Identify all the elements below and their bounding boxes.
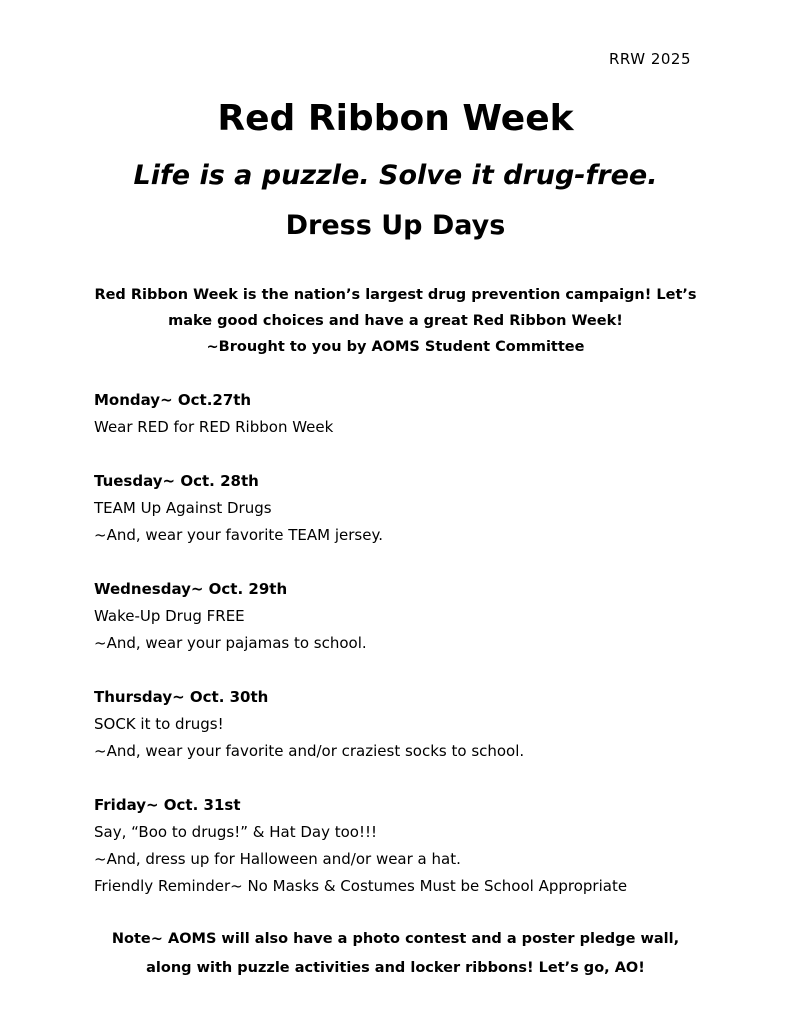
day-heading: Thursday~ Oct. 30th <box>94 688 269 706</box>
document-tag: RRW 2025 <box>608 50 691 68</box>
day-thursday <box>94 684 734 765</box>
intro-line: ~Brought to you by AOMS Student Committee <box>206 339 585 355</box>
day-line: SOCK it to drugs! <box>94 715 224 733</box>
slogan: Life is a puzzle. Solve it drug-free. <box>133 160 658 191</box>
dress-up-days-list <box>94 387 734 927</box>
note-line: Note~ AOMS will also have a photo contest and a poster pledge wall, <box>111 931 680 947</box>
day-line: Wear RED for RED Ribbon Week <box>94 418 334 436</box>
day-tuesday <box>94 468 734 549</box>
day-line: ~And, wear your pajamas to school. <box>94 634 367 652</box>
note-line: along with puzzle activities and locker ribbons! Let’s go, AO! <box>146 960 645 976</box>
day-heading: Friday~ Oct. 31st <box>94 796 241 814</box>
closing-note <box>70 925 721 983</box>
day-line: Friendly Reminder~ No Masks & Costumes Must be School Appropriate <box>94 877 628 895</box>
day-line: Wake-Up Drug FREE <box>94 607 245 625</box>
page-title: Red Ribbon Week <box>217 98 574 139</box>
day-line: ~And, wear your favorite and/or craziest socks to school. <box>94 742 525 760</box>
day-friday <box>94 792 734 900</box>
intro-paragraph <box>70 282 721 360</box>
day-monday <box>94 387 734 441</box>
day-line: ~And, wear your favorite TEAM jersey. <box>94 526 383 544</box>
day-heading: Monday~ Oct.27th <box>94 391 252 409</box>
section-title: Dress Up Days <box>285 210 506 241</box>
intro-line: make good choices and have a great Red Ribbon Week! <box>168 313 623 329</box>
day-heading: Wednesday~ Oct. 29th <box>94 580 288 598</box>
day-line: TEAM Up Against Drugs <box>94 499 272 517</box>
day-line: Say, “Boo to drugs!” & Hat Day too!!! <box>94 823 378 841</box>
day-line: ~And, dress up for Halloween and/or wear a hat. <box>94 850 461 868</box>
day-wednesday <box>94 576 734 657</box>
day-heading: Tuesday~ Oct. 28th <box>94 472 259 490</box>
intro-line: Red Ribbon Week is the nation’s largest drug prevention campaign! Let’s <box>94 287 697 303</box>
